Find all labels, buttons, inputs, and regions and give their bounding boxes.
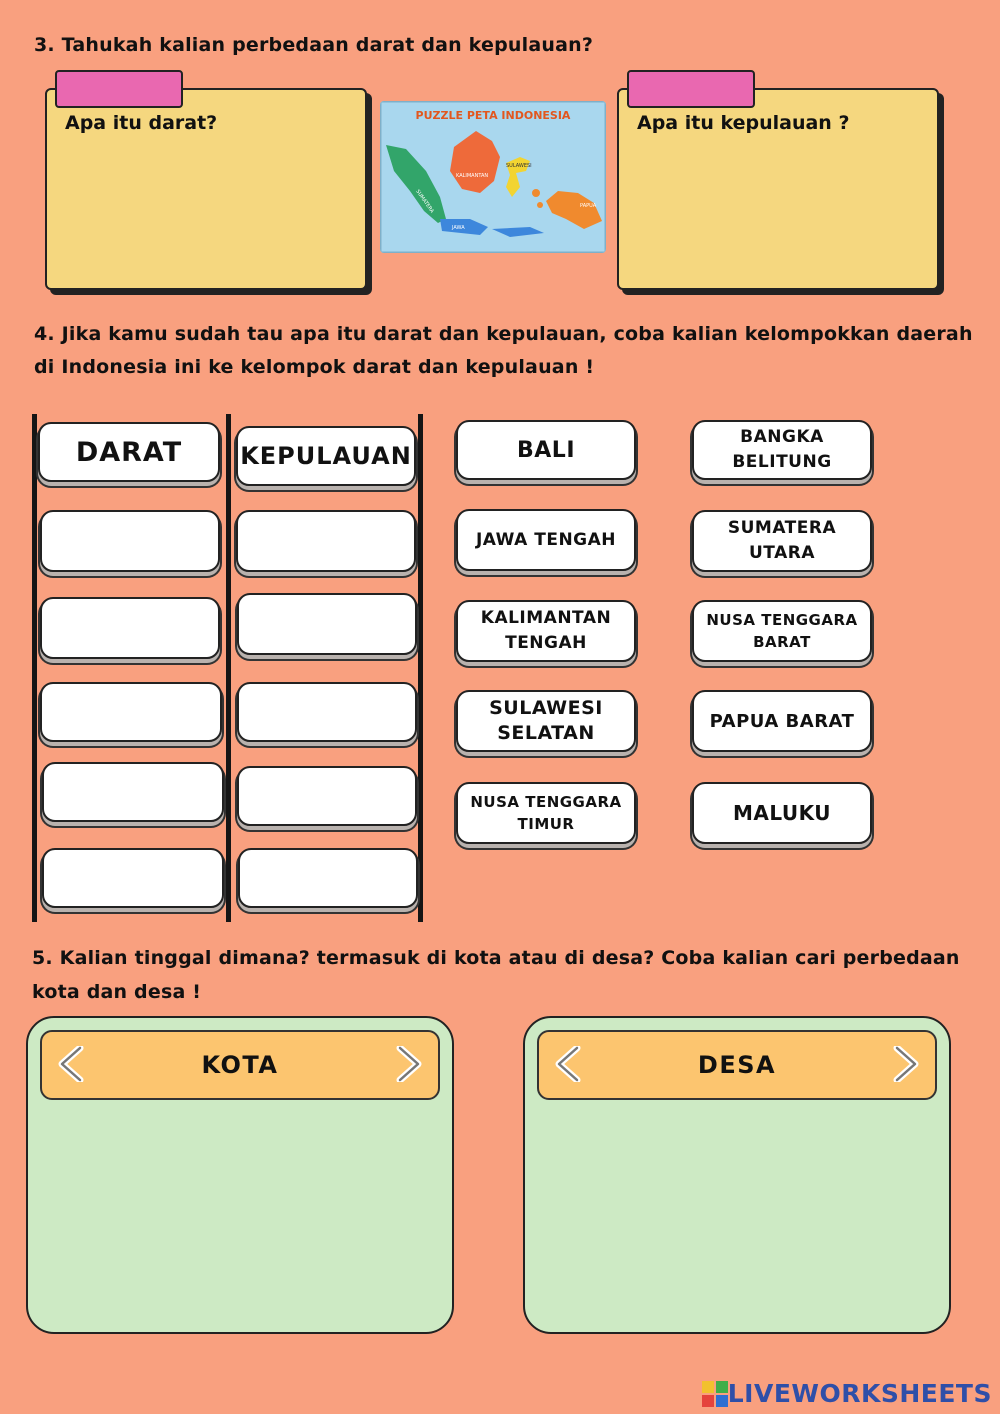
svg-text:JAWA: JAWA — [452, 225, 465, 231]
kepulauan-drop-slot[interactable] — [237, 593, 417, 655]
svg-text:SULAWESI: SULAWESI — [506, 163, 532, 169]
card-kalimantan-tengah[interactable]: KALIMANTAN TENGAH — [456, 600, 636, 662]
svg-text:PAPUA: PAPUA — [580, 203, 597, 209]
svg-text:KALIMANTAN: KALIMANTAN — [456, 173, 489, 179]
folder-kepulauan[interactable] — [617, 88, 939, 290]
card-nusa-tenggara-timur[interactable]: NUSA TENGGARA TIMUR — [456, 782, 636, 844]
card-jawa-tengah[interactable]: JAWA TENGAH — [456, 509, 636, 571]
kepulauan-drop-slot[interactable] — [237, 766, 417, 826]
column-divider — [418, 414, 423, 922]
desa-panel[interactable] — [523, 1016, 951, 1334]
card-papua-barat[interactable]: PAPUA BARAT — [692, 690, 872, 752]
kepulauan-drop-slot[interactable] — [236, 510, 416, 572]
kepulauan-header: KEPULAUAN — [236, 426, 416, 486]
card-bangka-belitung[interactable]: BANGKA BELITUNG — [692, 420, 872, 480]
kota-header-bar — [40, 1030, 440, 1100]
question-5-line-2: kota dan desa ! — [32, 981, 202, 1003]
darat-drop-slot[interactable] — [42, 848, 224, 908]
darat-drop-slot[interactable] — [42, 762, 224, 822]
kota-panel[interactable] — [26, 1016, 454, 1334]
indonesia-map-image — [380, 101, 606, 253]
kota-title: KOTA — [201, 1051, 279, 1079]
chevron-right-icon[interactable] — [394, 1046, 424, 1082]
card-bali[interactable]: BALI — [456, 420, 636, 480]
brand-name: LIVEWORKSHEETS — [727, 1379, 992, 1408]
liveworksheets-logo — [702, 1379, 992, 1408]
kepulauan-drop-slot[interactable] — [237, 682, 417, 742]
folder-darat-label: Apa itu darat? — [65, 112, 218, 134]
desa-title: DESA — [697, 1051, 777, 1079]
column-divider — [32, 414, 37, 922]
darat-header: DARAT — [38, 422, 220, 482]
kepulauan-drop-slot[interactable] — [238, 848, 418, 908]
card-sumatera-utara[interactable]: SUMATERA UTARA — [692, 510, 872, 572]
folder-kepulauan-label: Apa itu kepulauan ? — [637, 112, 850, 134]
liveworksheets-icon — [702, 1381, 728, 1407]
question-4-line-2: di Indonesia ini ke kelompok darat dan kepulauan ! — [34, 356, 595, 378]
folder-tab — [55, 70, 183, 108]
question-3: 3. Tahukah kalian perbedaan darat dan kepulauan? — [34, 34, 594, 56]
darat-drop-slot[interactable] — [40, 510, 220, 572]
darat-drop-slot[interactable] — [40, 597, 220, 659]
column-divider — [226, 414, 231, 922]
chevron-left-icon[interactable] — [56, 1046, 86, 1082]
card-nusa-tenggara-barat[interactable]: NUSA TENGGARA BARAT — [692, 600, 872, 662]
map-title: PUZZLE PETA INDONESIA — [415, 109, 571, 122]
chevron-right-icon[interactable] — [891, 1046, 921, 1082]
question-4-line-1: 4. Jika kamu sudah tau apa itu darat dan kepulauan, coba kalian kelompokkan daerah — [34, 323, 973, 345]
darat-drop-slot[interactable] — [40, 682, 222, 742]
question-5-line-1: 5. Kalian tinggal dimana? termasuk di kota atau di desa? Coba kalian cari perbedaan — [32, 947, 960, 969]
card-sulawesi-selatan[interactable]: SULAWESI SELATAN — [456, 690, 636, 752]
svg-text:SUMATERA: SUMATERA — [414, 188, 435, 215]
folder-darat[interactable] — [45, 88, 367, 290]
folder-tab — [627, 70, 755, 108]
chevron-left-icon[interactable] — [553, 1046, 583, 1082]
desa-header-bar — [537, 1030, 937, 1100]
card-maluku[interactable]: MALUKU — [692, 782, 872, 844]
